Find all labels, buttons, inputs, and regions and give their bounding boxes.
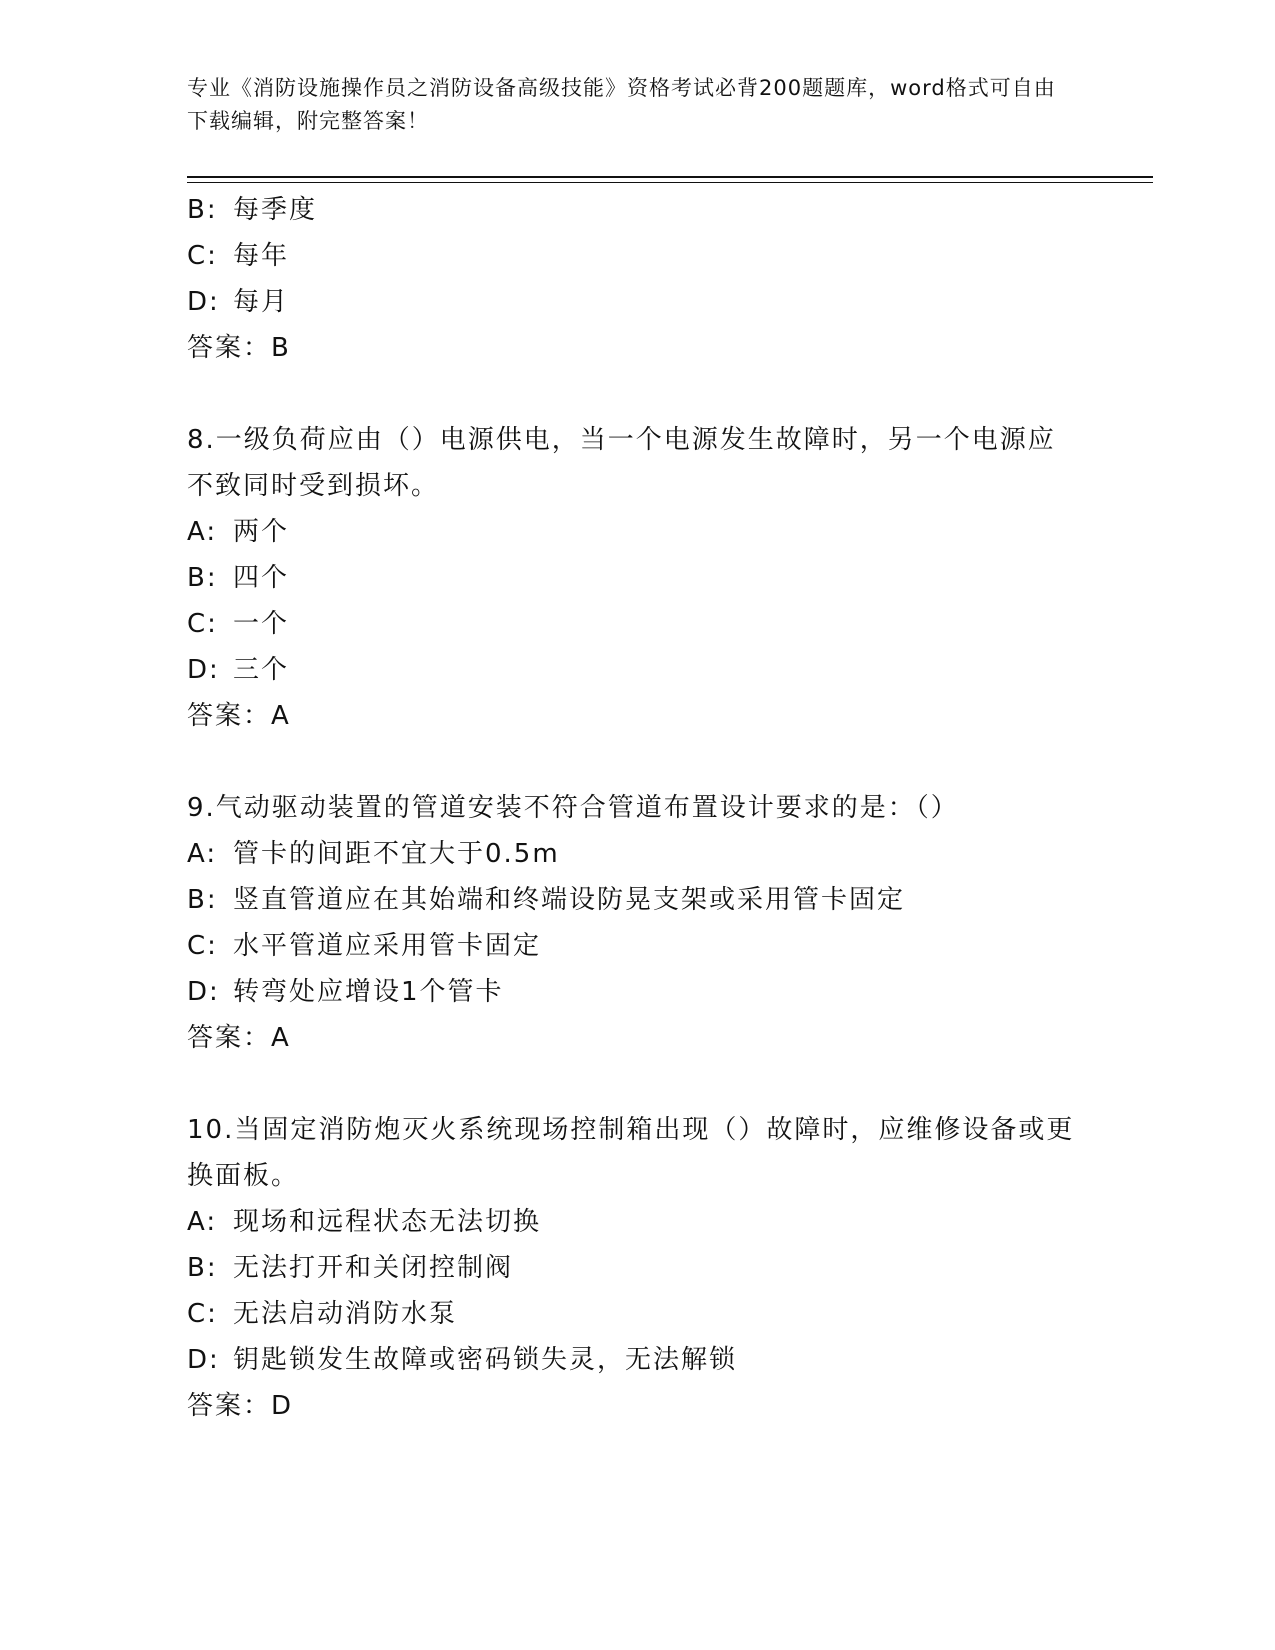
answer-line: 答案：A xyxy=(187,701,291,731)
option-c: C: 水平管道应采用管卡固定 xyxy=(187,931,542,961)
option-b: B: 每季度 xyxy=(187,195,318,225)
question-text: 8.一级负荷应由（）电源供电，当一个电源发生故障时，另一个电源应不致同时受到损坏。 xyxy=(187,425,1056,501)
option-c: C: 一个 xyxy=(187,609,290,639)
option-d: D: 转弯处应增设1个管卡 xyxy=(187,977,504,1007)
document-header: 专业《消防设施操作员之消防设备高级技能》资格考试必背200题题库，word格式可自由下载编辑，附完整答案！ xyxy=(187,76,1056,133)
option-a: A: 现场和远程状态无法切换 xyxy=(187,1207,542,1237)
option-b: B: 无法打开和关闭控制阀 xyxy=(187,1253,514,1283)
question-content xyxy=(187,187,1087,1429)
option-c: C: 每年 xyxy=(187,241,290,271)
previous-question-continuation xyxy=(187,187,1087,371)
question-8 xyxy=(187,417,1087,739)
question-text: 9.气动驱动装置的管道安装不符合管道布置设计要求的是：（） xyxy=(187,793,959,823)
answer-line: 答案：D xyxy=(187,1391,294,1421)
answer-line: 答案：B xyxy=(187,333,291,363)
option-d: D: 钥匙锁发生故障或密码锁失灵，无法解锁 xyxy=(187,1345,738,1375)
option-c: C: 无法启动消防水泵 xyxy=(187,1299,458,1329)
option-b: B: 四个 xyxy=(187,563,290,593)
header-rule-thick xyxy=(187,176,1153,178)
question-text: 10.当固定消防炮灭火系统现场控制箱出现（）故障时，应维修设备或更换面板。 xyxy=(187,1115,1075,1191)
option-d: D: 三个 xyxy=(187,655,290,685)
question-10 xyxy=(187,1107,1087,1429)
option-d: D: 每月 xyxy=(187,287,290,317)
question-9 xyxy=(187,785,1087,1061)
answer-line: 答案：A xyxy=(187,1023,291,1053)
option-b: B: 竖直管道应在其始端和终端设防晃支架或采用管卡固定 xyxy=(187,885,906,915)
option-a: A: 两个 xyxy=(187,517,290,547)
option-a: A: 管卡的间距不宜大于0.5m xyxy=(187,839,560,869)
header-rule-thin xyxy=(187,182,1153,183)
